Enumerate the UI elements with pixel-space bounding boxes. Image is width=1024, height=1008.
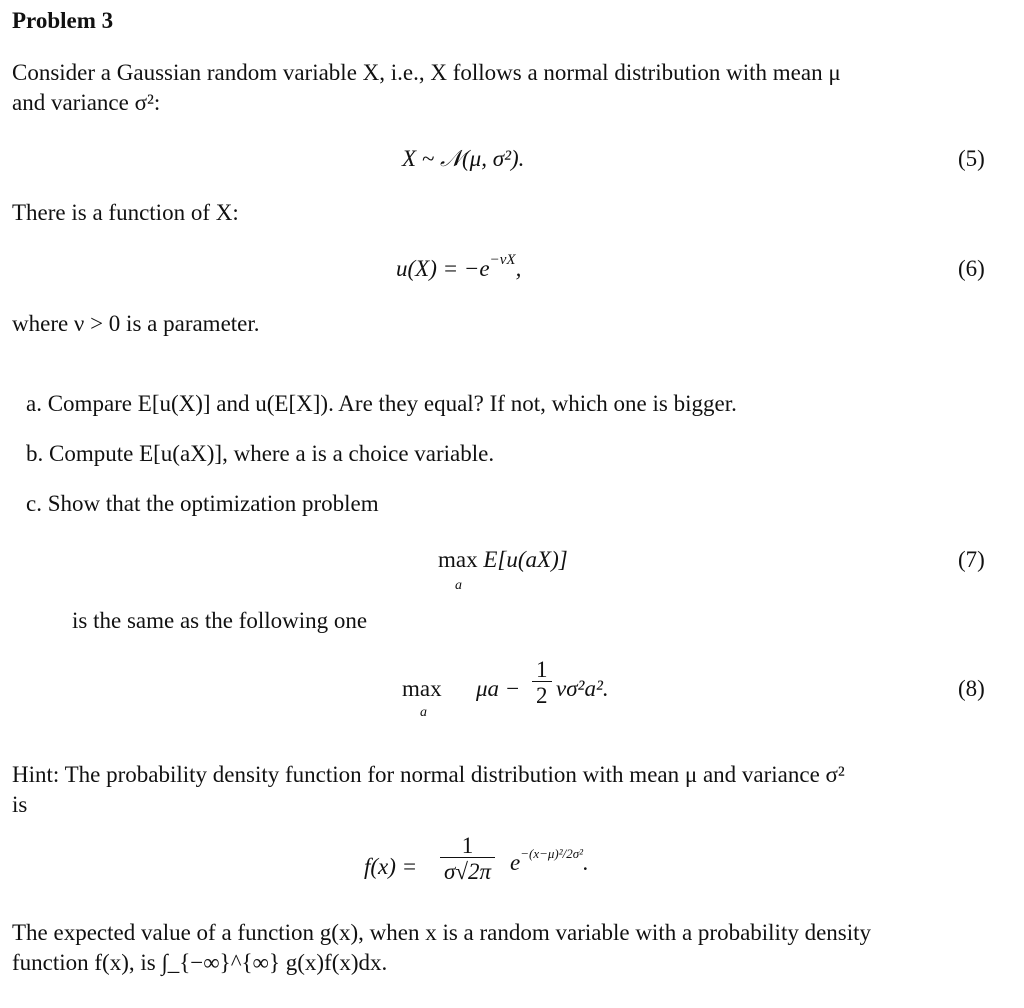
function-intro: There is a function of X: [12,200,239,225]
equation-6 [396,254,521,284]
equation-5: X ~ 𝒩(μ, σ²). [402,146,525,171]
intro-line-1: Consider a Gaussian random variable X, i.e., X follows a normal distribution with mean μ [12,60,841,85]
pdf-tail: . [583,850,589,875]
pdf-e: e [510,850,521,875]
equation-8-frac-denominator: 2 [536,683,548,708]
equation-6-tail: , [515,256,522,281]
equation-8-lhs: μa − [476,676,521,701]
pdf-frac [440,834,495,883]
equation-6-body: u(X) = −e [396,256,490,281]
problem-title: Problem 3 [12,8,114,33]
pdf-frac-numerator: 1 [440,834,495,858]
equation-7-max: max [438,547,478,572]
expectation-line-1: The expected value of a function g(x), when x is a random variable with a probability density [12,920,872,945]
pdf-lhs: f(x) = [364,854,418,879]
pdf-exponent: −(x−μ)²/2σ² [520,846,584,861]
item-c: c. Show that the optimization problem [26,491,379,516]
item-a: a. Compare E[u(X)] and u(E[X]). Are they equal? If not, which one is bigger. [26,391,737,416]
item-b: b. Compute E[u(aX)], where a is a choice variable. [26,441,495,466]
hint-line-2: is [12,792,28,817]
pdf-exponential [510,848,589,878]
same-as-line: is the same as the following one [72,608,368,633]
equation-7-number: (7) [958,547,985,572]
equation-7-subscript: a [455,578,462,593]
intro-line-2: and variance σ²: [12,90,161,115]
equation-8-subscript: a [420,705,427,720]
pdf-frac-denominator: σ√2π [444,859,491,884]
equation-7-body: E[u(aX)] [483,547,568,572]
equation-8-frac-numerator: 1 [532,658,552,682]
parameter-line: where ν > 0 is a parameter. [12,311,260,336]
equation-6-number: (6) [958,256,985,281]
equation-8-max: max [402,676,442,701]
equation-6-exponent: −νX [489,252,516,268]
equation-8-rhs: νσ²a². [556,676,609,701]
equation-5-number: (5) [958,146,985,171]
equation-8-number: (8) [958,676,985,701]
equation-8-frac [532,658,552,707]
equation-8-fraction [532,658,552,707]
hint-line-1: Hint: The probability density function for normal distribution with mean μ and variance σ² [12,762,845,787]
expectation-line-2: function f(x), is ∫_{−∞}^{∞} g(x)f(x)dx. [12,950,388,975]
pdf-fraction [440,834,495,883]
